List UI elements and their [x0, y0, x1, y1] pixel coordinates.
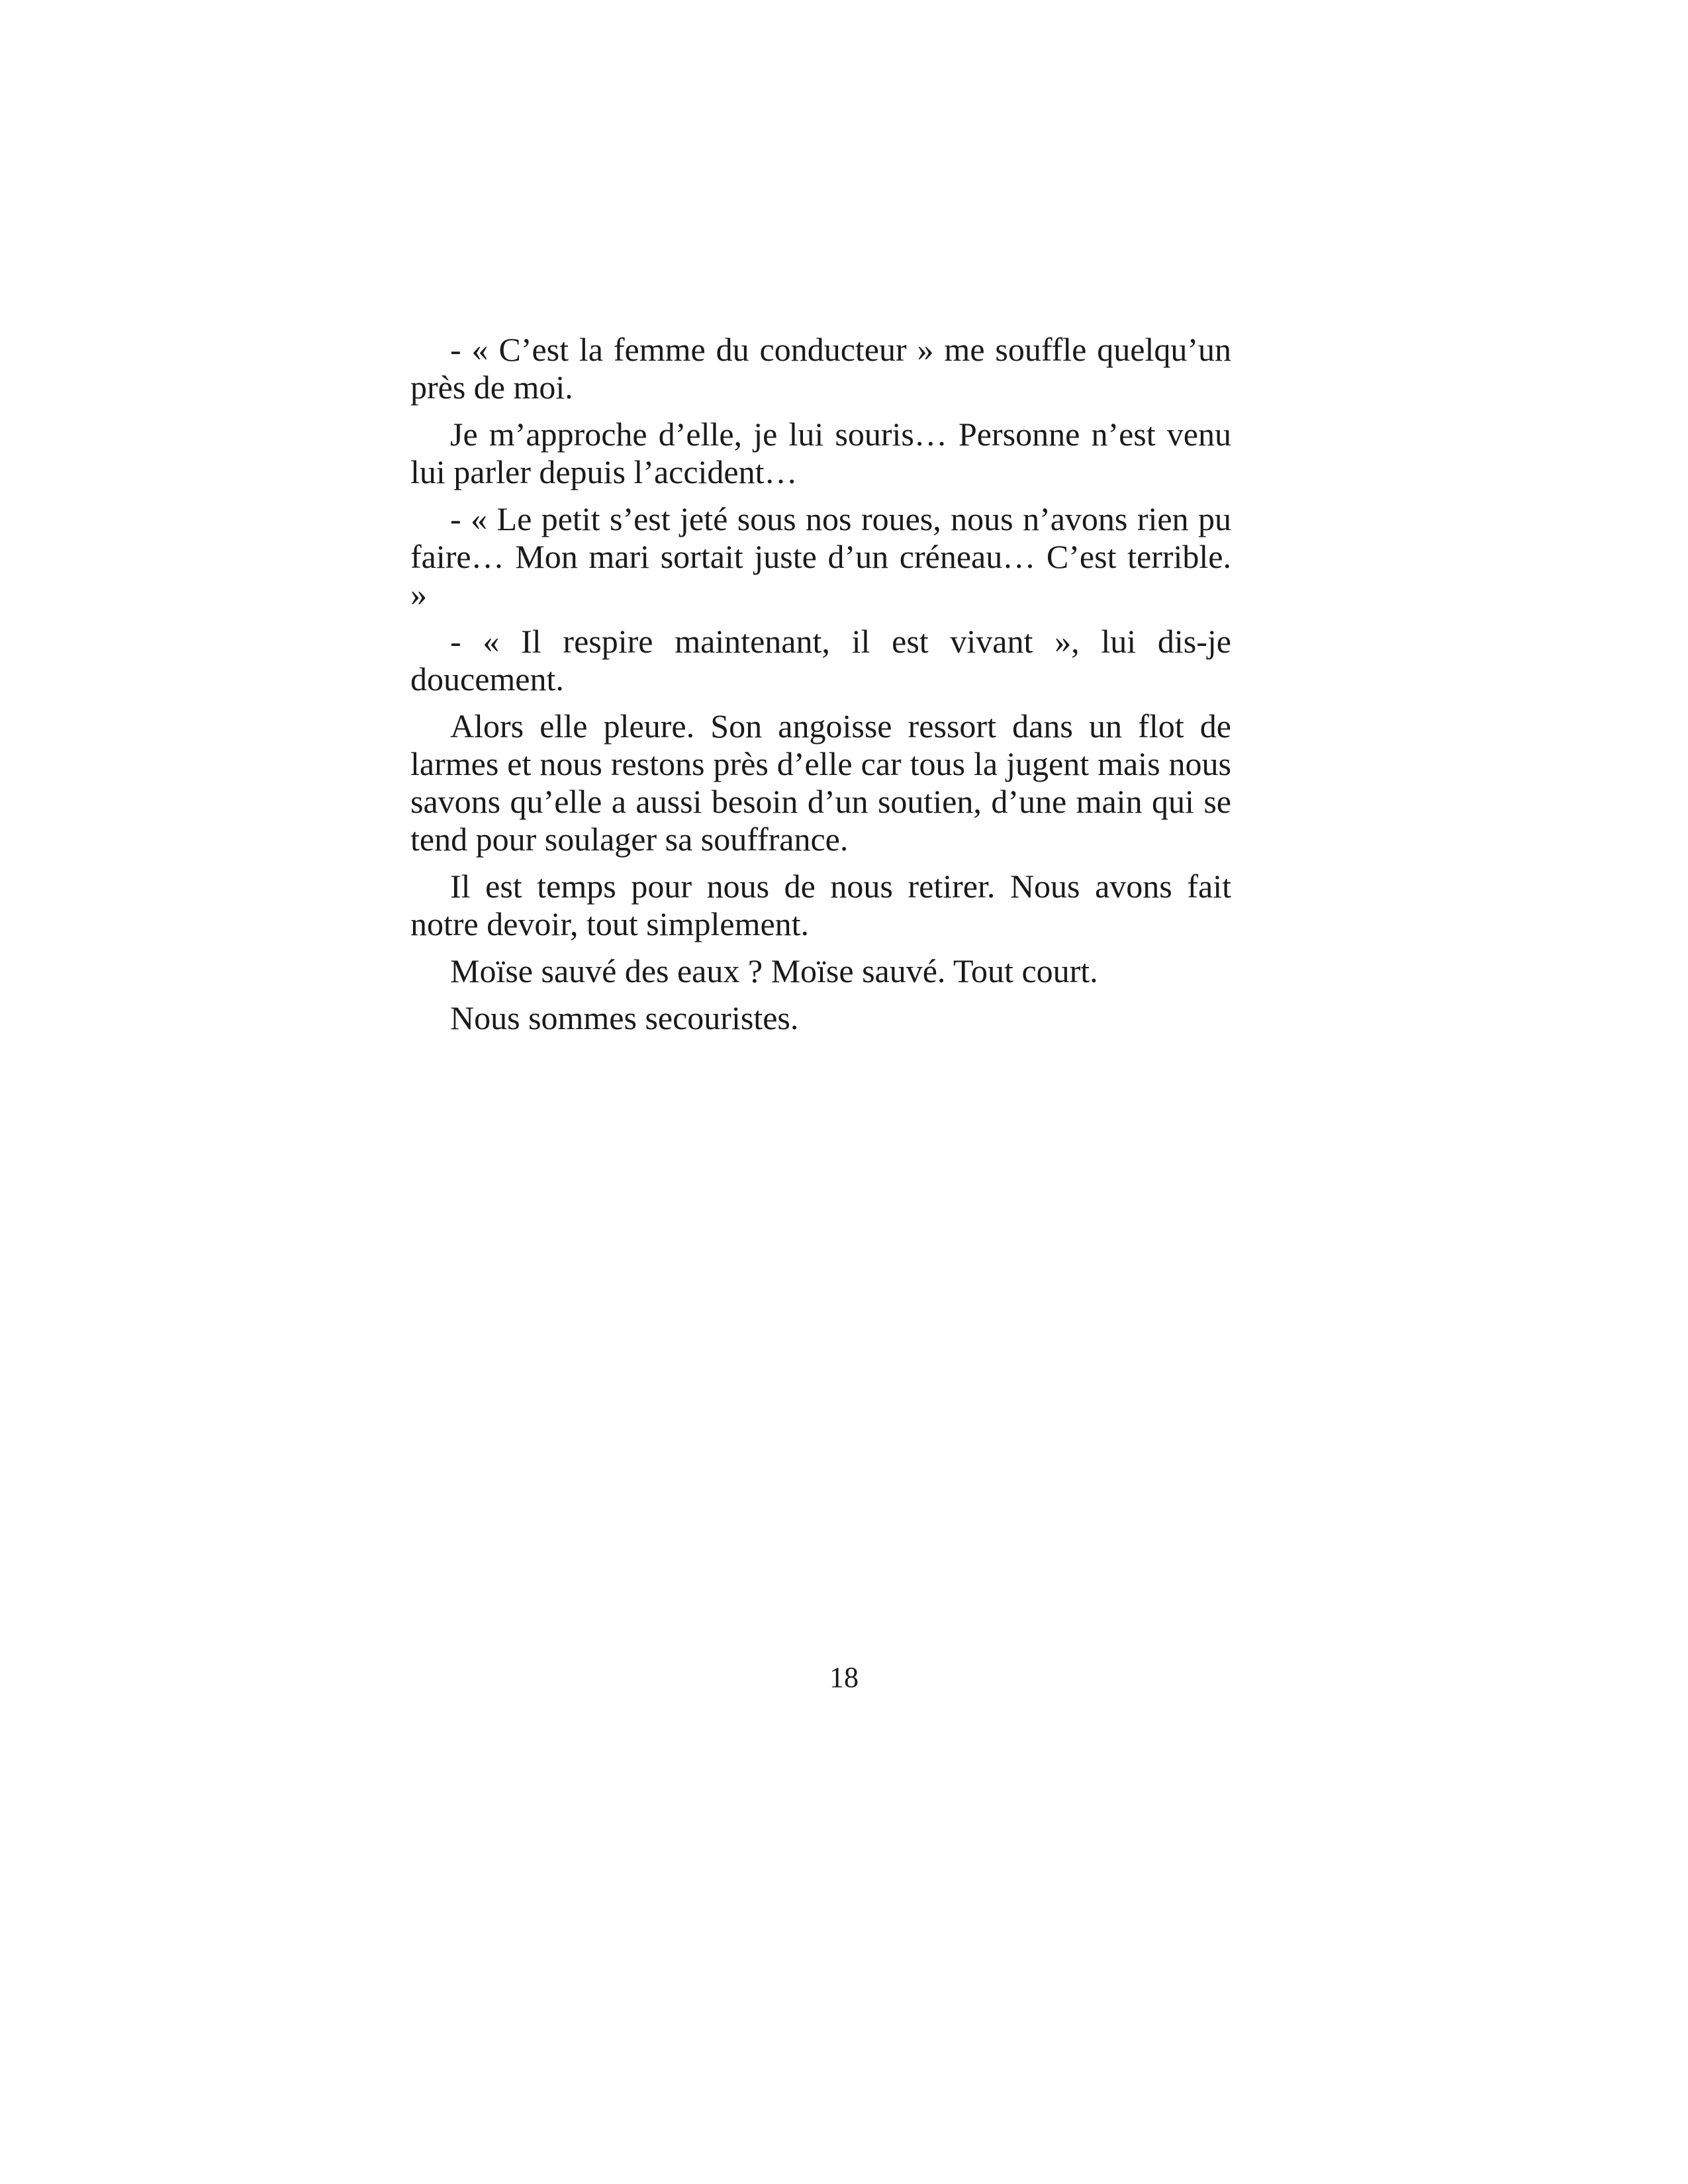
paragraph: - « C’est la femme du conducteur » me souffle quelqu’un près de moi. — [410, 331, 1231, 406]
body-text — [410, 331, 1231, 1046]
paragraph: - « Le petit s’est jeté sous nos roues, nous n’avons rien pu faire… Mon mari sortait juste d’un créneau… C’est terrible. » — [410, 500, 1231, 613]
page-number: 18 — [829, 1661, 859, 1694]
paragraph: Alors elle pleure. Son angoisse ressort dans un flot de larmes et nous restons près d’elle car tous la jugent mais nous savons qu’elle a aussi besoin d’un soutien, d’une main qui se tend pour soulager sa souffrance. — [410, 707, 1231, 858]
paragraph: Moïse sauvé des eaux ? Moïse sauvé. Tout court. — [450, 952, 1098, 989]
paragraph: - « Il respire maintenant, il est vivant », lui dis-je doucement. — [410, 623, 1231, 698]
paragraph: Il est temps pour nous de nous retirer. Nous avons fait notre devoir, tout simplement. — [410, 868, 1231, 942]
paragraph: Nous sommes secouristes. — [450, 999, 799, 1036]
paragraph: Je m’approche d’elle, je lui souris… Personne n’est venu lui parler depuis l’accident… — [410, 416, 1231, 490]
